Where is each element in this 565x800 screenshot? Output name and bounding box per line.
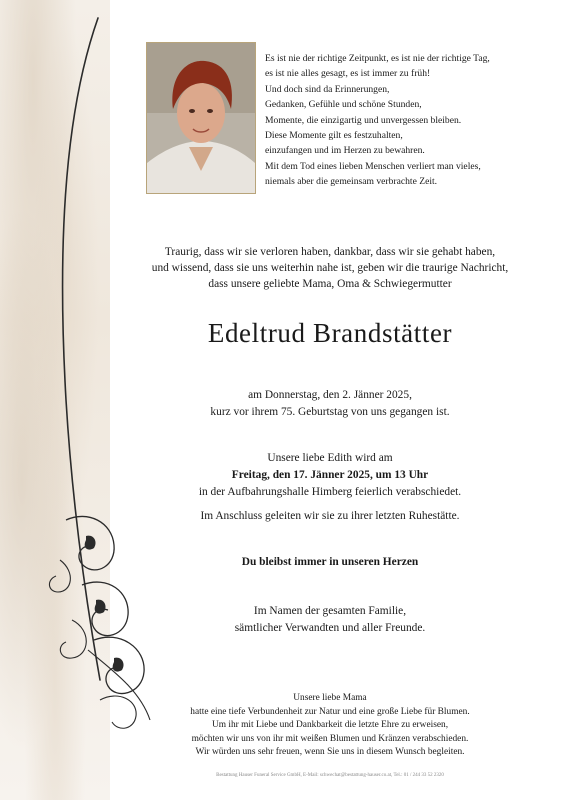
farewell-date-wrapper xyxy=(110,467,550,484)
flowers-line: Wir würden uns sehr freuen, wenn Sie uns in diesem Wunsch begleiten. xyxy=(195,747,465,758)
death-notice xyxy=(110,387,550,421)
portrait-image xyxy=(147,43,255,193)
poem-line: Mit dem Tod eines lieben Menschen verliert man vieles, xyxy=(265,160,481,172)
motto: Du bleibst immer in unseren Herzen xyxy=(241,556,419,568)
flowers-line: möchten wir uns von ihr mit weißen Blumen und Kränzen verabschieden. xyxy=(191,733,469,744)
flowers-line: Unsere liebe Mama xyxy=(293,693,367,703)
flowers-request xyxy=(110,692,550,760)
death-date-line: am Donnerstag, den 2. Jänner 2025, xyxy=(248,389,412,401)
farewell-details xyxy=(110,450,550,501)
intro-line: und wissend, dass sie uns weiterhin nahe ist, geben wir die traurige Nachricht, xyxy=(151,262,509,275)
poem-line: es ist nie alles gesagt, es ist immer zu früh! xyxy=(265,68,431,80)
flowers-line: hatte eine tiefe Verbundenheit zur Natur und eine große Liebe für Blumen. xyxy=(190,706,470,717)
poem-line: Und doch sind da Erinnerungen, xyxy=(265,83,390,95)
poem-line: einzufangen und im Herzen zu bewahren. xyxy=(265,145,425,157)
poem xyxy=(265,51,555,190)
farewell-date: Freitag, den 17. Jänner 2025, um 13 Uhr xyxy=(231,469,429,481)
poem-line: Diese Momente gilt es festzuhalten, xyxy=(265,130,403,142)
family-signature xyxy=(110,603,550,636)
intro-line: dass unsere geliebte Mama, Oma & Schwiegermutter xyxy=(208,278,452,291)
flowers-line: Um ihr mit Liebe und Dankbarkeit die letzte Ehre zu erweisen, xyxy=(211,720,449,731)
intro-text xyxy=(110,244,550,293)
family-line: Im Namen der gesamten Familie, xyxy=(253,605,407,617)
burial-note: Im Anschluss geleiten wir sie zu ihrer letzten Ruhestätte. xyxy=(200,510,460,522)
family-line: sämtlicher Verwandten und aller Freunde. xyxy=(234,621,426,634)
poem-line: Es ist nie der richtige Zeitpunkt, es ist nie der richtige Tag, xyxy=(265,53,490,64)
portrait-photo xyxy=(146,42,256,194)
poem-line: Momente, die einzigartig und unvergessen bleiben. xyxy=(265,114,462,126)
poem-line: Gedanken, Gefühle und schöne Stunden, xyxy=(265,99,422,111)
death-detail-line: kurz vor ihrem 75. Geburtstag von uns gegangen ist. xyxy=(210,406,450,418)
poem-line: niemals aber die gemeinsam verbrachte Zeit. xyxy=(265,176,438,188)
funeral-service-footer: Bestattung Hauser Funeral Service GmbH, E-Mail: schwechat@bestattung-hauser.co.at, Tel.: 01 / 244 33 52 2320 xyxy=(216,773,444,778)
intro-line: Traurig, dass wir sie verloren haben, dankbar, dass wir sie gehabt haben, xyxy=(164,246,496,258)
farewell-location: in der Aufbahrungshalle Himberg feierlich verabschiedet. xyxy=(198,486,462,498)
deceased-name: Edeltrud Brandstätter xyxy=(207,318,453,348)
farewell-intro: Unsere liebe Edith wird am xyxy=(267,452,393,464)
